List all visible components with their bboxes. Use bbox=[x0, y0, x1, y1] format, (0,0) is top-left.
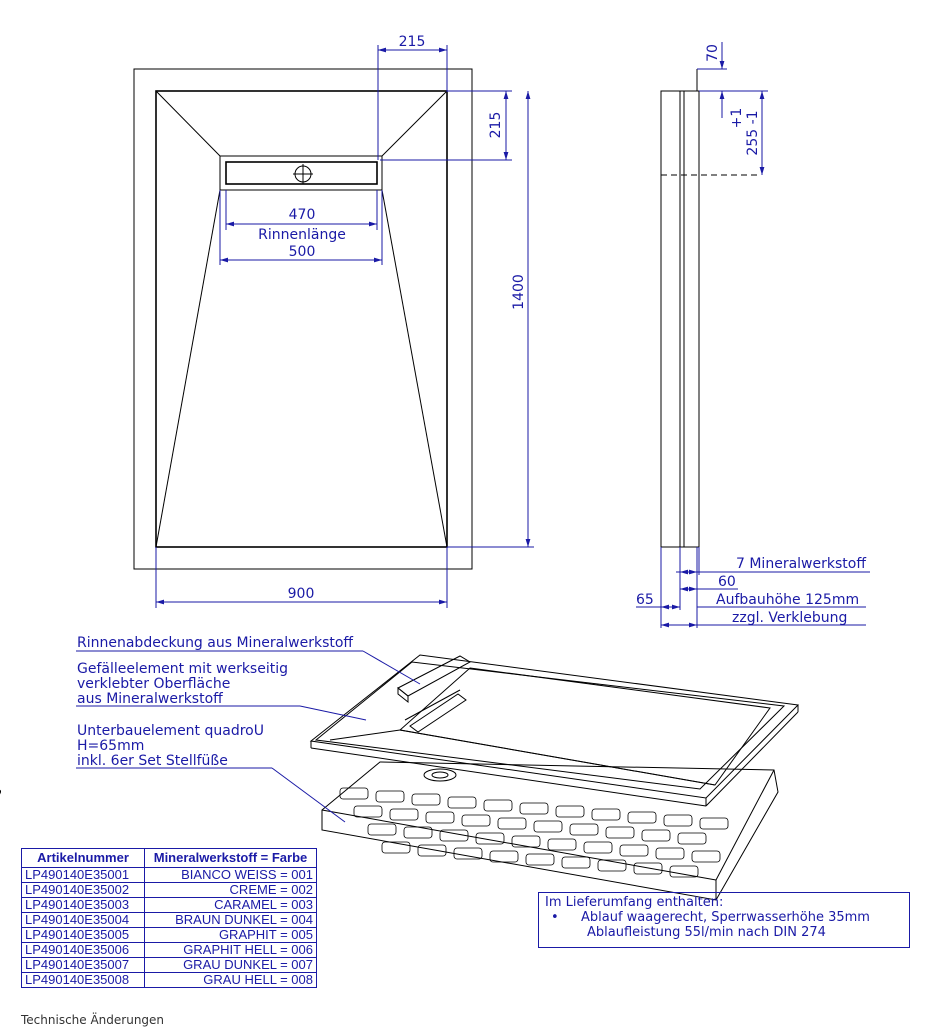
grid-cell bbox=[376, 791, 404, 802]
grid-cell bbox=[562, 857, 590, 868]
dim-mineral-thickness: 7 Mineralwerkstoff bbox=[736, 556, 866, 572]
table-row bbox=[22, 958, 317, 973]
slope-line bbox=[382, 190, 447, 547]
drain-channel-inner bbox=[226, 162, 377, 184]
delivery-item-line1: Ablauf waagerecht, Sperrwasserhöhe 35mm bbox=[581, 910, 870, 925]
grid-cell bbox=[484, 800, 512, 811]
callout-base-line1: Unterbauelement quadroU bbox=[77, 723, 264, 739]
grid-cell bbox=[526, 854, 554, 865]
grid-cell bbox=[412, 794, 440, 805]
table-row bbox=[22, 913, 317, 928]
article-code: LP490140E35008 bbox=[22, 973, 145, 988]
grid-cell bbox=[556, 806, 584, 817]
plan-tray-outline bbox=[156, 91, 447, 547]
grid-cell bbox=[664, 815, 692, 826]
delivery-item-line2: Ablaufleistung 55l/min nach DIN 274 bbox=[587, 925, 826, 940]
side-view bbox=[636, 42, 870, 628]
dim-build-height: Aufbauhöhe 125mm bbox=[716, 592, 860, 608]
dim-length: 1400 bbox=[511, 274, 527, 310]
plan-outer-frame bbox=[134, 69, 472, 569]
delivery-box bbox=[538, 892, 910, 948]
table-row bbox=[22, 898, 317, 913]
grid-cell bbox=[520, 803, 548, 814]
article-code: LP490140E35001 bbox=[22, 868, 145, 883]
article-color: GRAU DUNKEL = 007 bbox=[145, 958, 317, 973]
footer-note: Technische Änderungen bbox=[21, 1013, 165, 1027]
grid-cell bbox=[390, 809, 418, 820]
channel-length-label: Rinnenlänge bbox=[258, 227, 346, 243]
slope-element bbox=[311, 655, 798, 798]
article-color: GRAPHIT = 005 bbox=[145, 928, 317, 943]
dim-side-top: 70 bbox=[705, 44, 721, 62]
grid-cell bbox=[592, 809, 620, 820]
base-grid bbox=[0, 790, 2, 802]
article-table bbox=[21, 848, 317, 988]
dim-plus-adhesive: zzgl. Verklebung bbox=[732, 610, 848, 626]
header-material-color: Mineralwerkstoff = Farbe bbox=[145, 849, 317, 868]
grid-cell bbox=[426, 812, 454, 823]
grid-cell bbox=[692, 851, 720, 862]
article-code: LP490140E35005 bbox=[22, 928, 145, 943]
table-header-row bbox=[22, 849, 317, 868]
dim-channel-outer: 500 bbox=[288, 244, 316, 260]
grid-cell bbox=[678, 833, 706, 844]
article-color: BRAUN DUNKEL = 004 bbox=[145, 913, 317, 928]
grid-cell bbox=[548, 839, 576, 850]
delivery-item bbox=[545, 910, 903, 925]
dim-mid-height: 60 bbox=[718, 574, 736, 590]
article-code: LP490140E35004 bbox=[22, 913, 145, 928]
article-code: LP490140E35003 bbox=[22, 898, 145, 913]
base-grid-cells bbox=[340, 788, 728, 877]
table-row bbox=[22, 928, 317, 943]
dim-width: 900 bbox=[287, 586, 315, 602]
dim-side-tolerance-minus: 255 -1 bbox=[745, 110, 761, 156]
slope-line bbox=[156, 91, 220, 156]
callout-slope-line1: Gefälleelement mit werkseitig bbox=[77, 661, 288, 677]
article-code: LP490140E35007 bbox=[22, 958, 145, 973]
grid-cell bbox=[512, 836, 540, 847]
grid-cell bbox=[368, 824, 396, 835]
slope-line bbox=[156, 190, 220, 547]
grid-cell bbox=[670, 866, 698, 877]
drain-channel bbox=[220, 156, 382, 190]
table-row bbox=[22, 883, 317, 898]
article-color: CARAMEL = 003 bbox=[145, 898, 317, 913]
slope-line bbox=[382, 91, 447, 156]
callout-slope-line3: aus Mineralwerkstoff bbox=[77, 691, 223, 707]
dim-side-tolerance-plus: +1 bbox=[729, 107, 745, 129]
article-color: CREME = 002 bbox=[145, 883, 317, 898]
table-row bbox=[22, 868, 317, 883]
grid-cell bbox=[498, 818, 526, 829]
article-code: LP490140E35002 bbox=[22, 883, 145, 898]
drain-icon bbox=[424, 769, 456, 781]
article-code: LP490140E35006 bbox=[22, 943, 145, 958]
grid-cell bbox=[700, 818, 728, 829]
grid-cell bbox=[534, 821, 562, 832]
callout-base-line2: H=65mm bbox=[77, 738, 145, 754]
article-color: BIANCO WEISS = 001 bbox=[145, 868, 317, 883]
grid-cell bbox=[418, 845, 446, 856]
grid-cell bbox=[628, 812, 656, 823]
grid-cell bbox=[448, 797, 476, 808]
dim-top-offset: 215 bbox=[398, 34, 426, 50]
dim-base-height: 65 bbox=[636, 592, 654, 608]
grid-cell bbox=[570, 824, 598, 835]
grid-cell bbox=[584, 842, 612, 853]
dim-right-offset: 215 bbox=[488, 111, 504, 139]
grid-cell bbox=[634, 863, 662, 874]
grid-cell bbox=[354, 806, 382, 817]
grid-cell bbox=[620, 845, 648, 856]
grid-cell bbox=[642, 830, 670, 841]
callout-base-line3: inkl. 6er Set Stellfüße bbox=[77, 753, 228, 769]
header-article-number: Artikelnummer bbox=[22, 849, 145, 868]
callout-slope-line2: verklebter Oberfläche bbox=[77, 676, 231, 692]
article-color: GRAPHIT HELL = 006 bbox=[145, 943, 317, 958]
grid-cell bbox=[606, 827, 634, 838]
grid-cell bbox=[340, 788, 368, 799]
bullet-icon: • bbox=[551, 910, 559, 925]
plan-view bbox=[134, 34, 534, 608]
table-row bbox=[22, 973, 317, 988]
grid-cell bbox=[462, 815, 490, 826]
delivery-title: Im Lieferumfang enthalten: bbox=[545, 895, 724, 910]
table-row bbox=[22, 943, 317, 958]
article-color: GRAU HELL = 008 bbox=[145, 973, 317, 988]
callout-cover: Rinnenabdeckung aus Mineralwerkstoff bbox=[77, 635, 354, 651]
grid-cell bbox=[656, 848, 684, 859]
dim-channel-inner: 470 bbox=[288, 207, 316, 223]
